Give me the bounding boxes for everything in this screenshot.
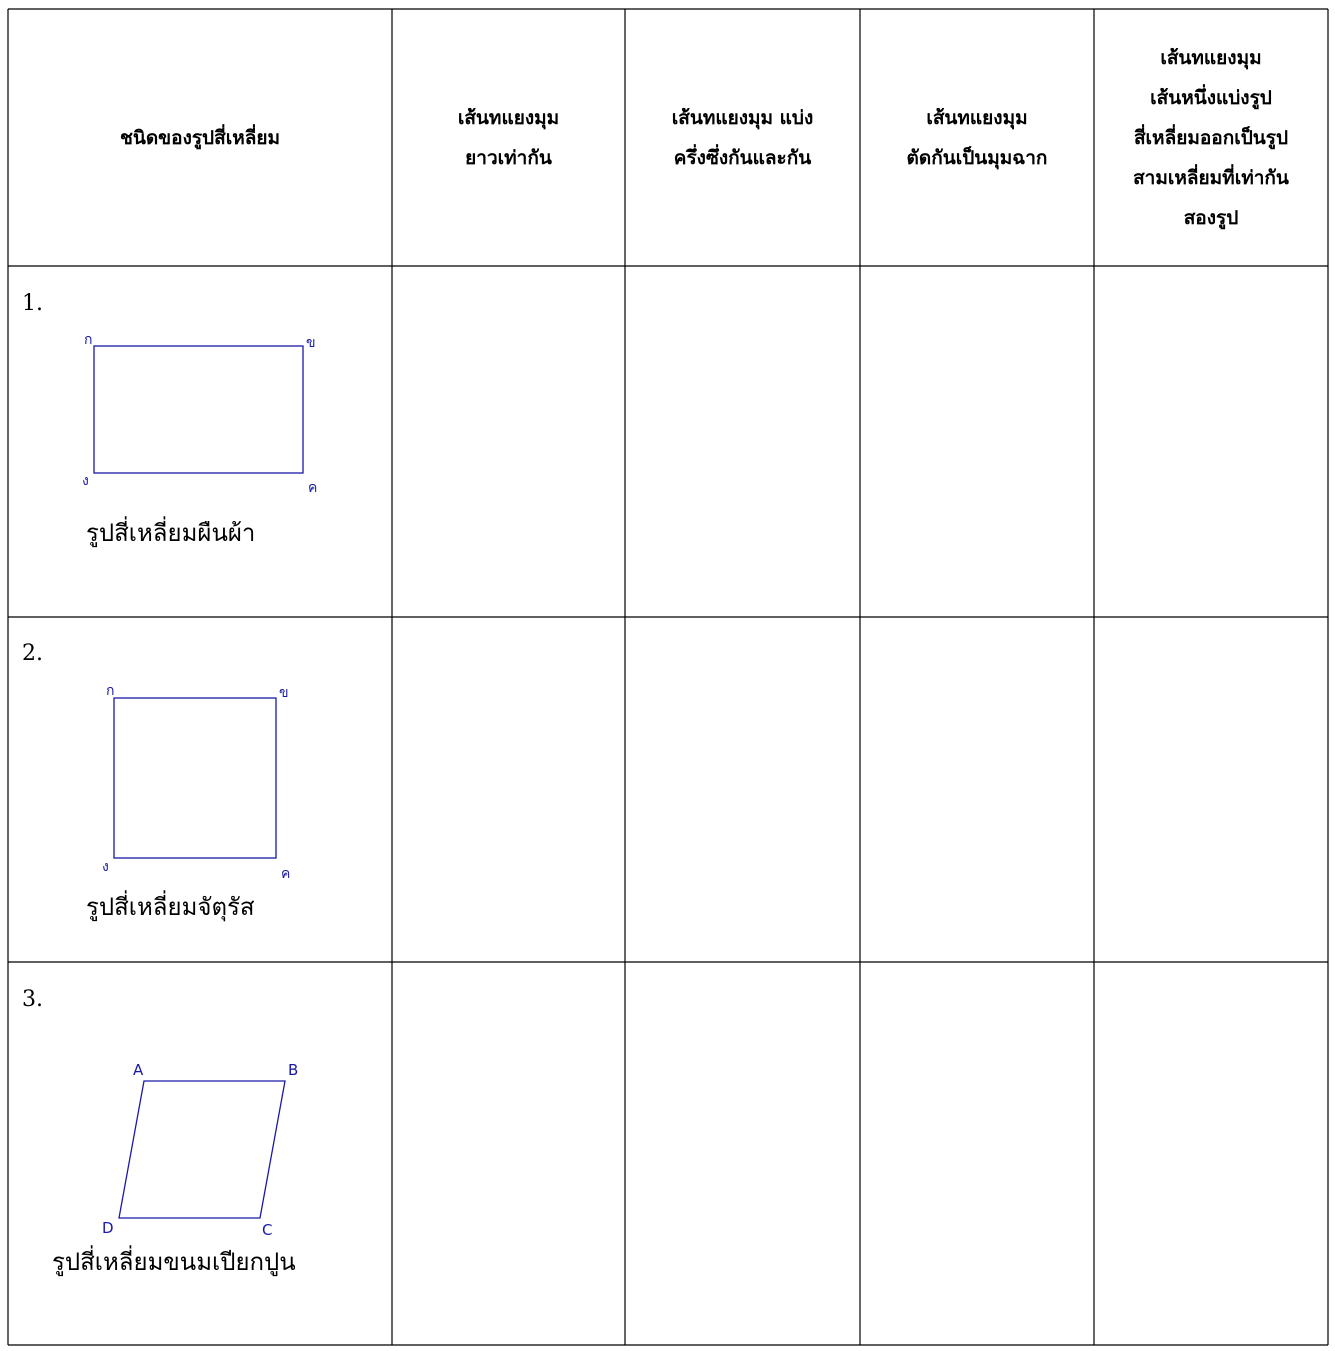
rectangle-vertex-b: ข	[306, 335, 316, 351]
rectangle-figure	[60, 325, 360, 495]
rhombus-vertex-d: D	[102, 1219, 114, 1237]
rectangle-vertex-c: ค	[308, 480, 318, 495]
rectangle-vertex-a: ก	[84, 332, 93, 348]
row-1-shape-name: รูปสี่เหลี่ยมผืนผ้า	[86, 519, 256, 547]
square-vertex-a: ก	[106, 683, 115, 699]
rhombus-vertex-c: C	[262, 1221, 273, 1239]
row-3-shape-name: รูปสี่เหลี่ยมขนมเปียกปูน	[52, 1248, 296, 1276]
header-shape-type	[8, 9, 392, 266]
row-1-number: 1.	[22, 291, 43, 316]
rhombus-vertex-a: A	[133, 1061, 144, 1079]
rhombus-figure	[90, 1050, 320, 1240]
row-2-number: 2.	[22, 641, 43, 666]
header-bisect-diagonals-text: เส้นทแยงมุม แบ่ง ครึ่งซึ่งกันและกัน	[671, 106, 814, 169]
header-bisect-diagonals	[625, 9, 860, 266]
square-vertex-d: ง	[102, 859, 109, 875]
row-2-shape-name: รูปสี่เหลี่ยมจัตุรัส	[86, 893, 255, 921]
rhombus-vertex-b: B	[288, 1061, 299, 1079]
header-congruent-triangles-text: เส้นทแยงมุม เส้นหนึ่งแบ่งรูป สี่เหลี่ยมออกเป็นรูป สามเหลี่ยมที่เท่ากัน สองรูป	[1133, 46, 1289, 229]
header-equal-diagonals-text: เส้นทแยงมุม ยาวเท่ากัน	[457, 106, 560, 169]
rectangle-vertex-d: ง	[82, 473, 89, 489]
header-perpendicular-diagonals-text: เส้นทแยงมุม ตัดกันเป็นมุมฉาก	[906, 106, 1048, 169]
square-vertex-c: ค	[281, 866, 291, 882]
header-equal-diagonals	[392, 9, 625, 266]
header-congruent-triangles	[1094, 9, 1328, 266]
header-perpendicular-diagonals	[860, 9, 1094, 266]
header-shape-type-text: ชนิดของรูปสี่เหลี่ยม	[119, 126, 281, 149]
square-figure	[80, 675, 320, 885]
row-3-number: 3.	[22, 987, 43, 1012]
square-vertex-b: ข	[279, 685, 289, 701]
